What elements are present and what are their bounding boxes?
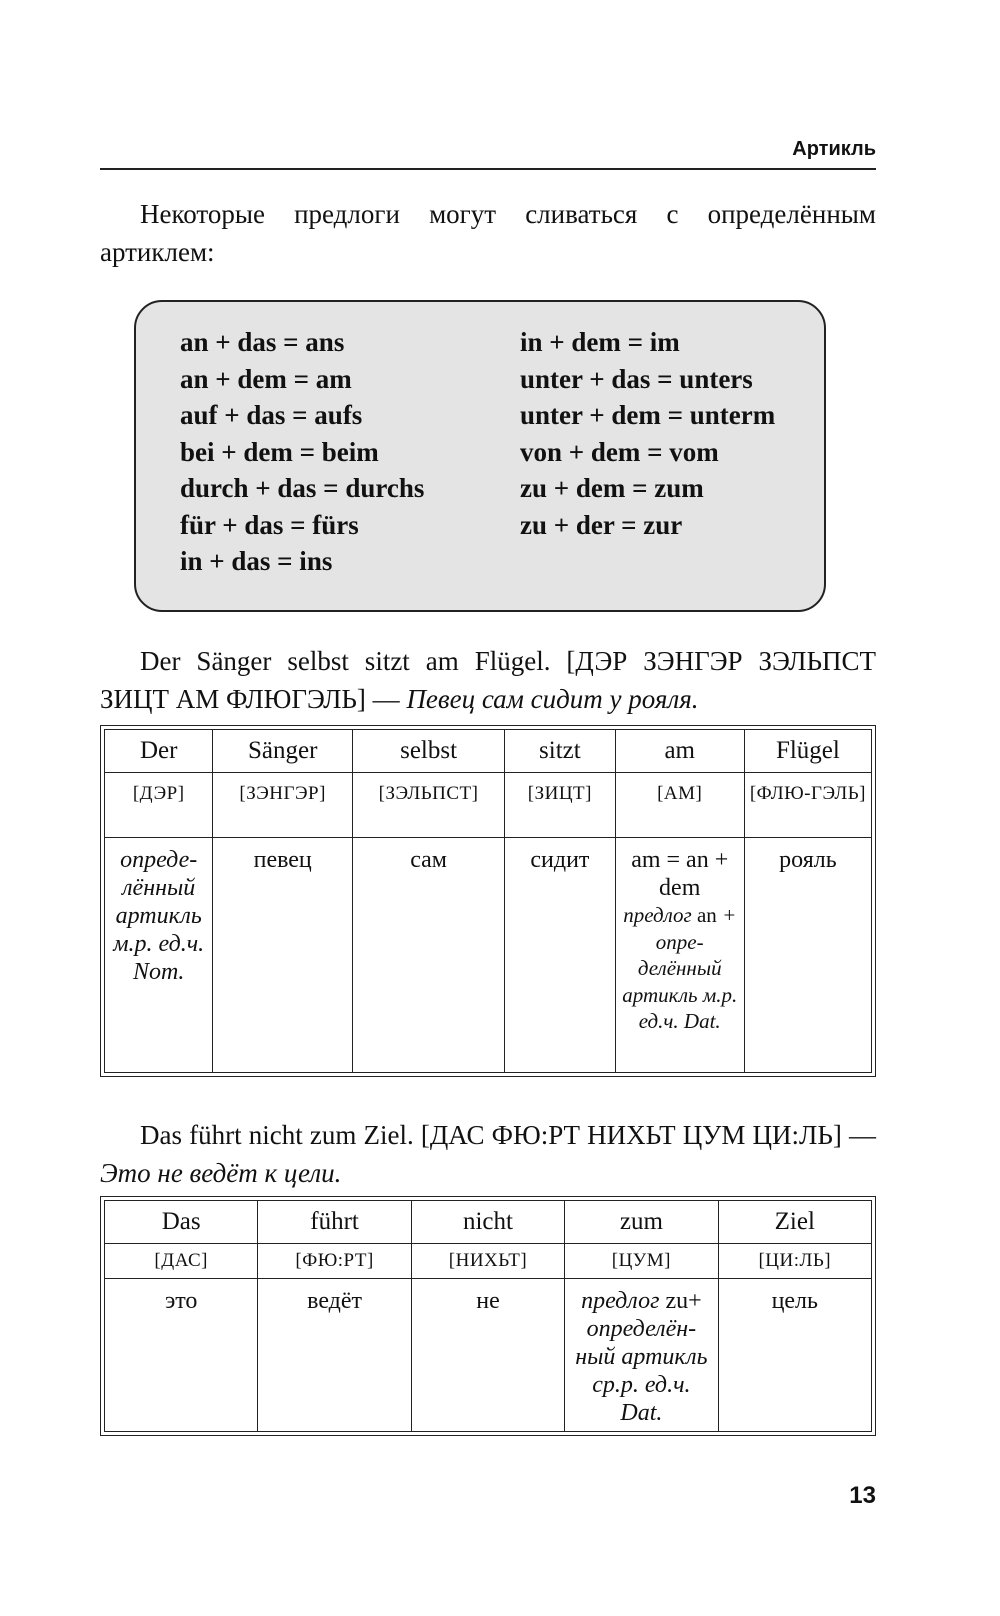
table-row bbox=[105, 838, 872, 1073]
example-1-table bbox=[100, 725, 876, 1077]
transcription-cell: [ФЛЮ-ГЭЛЬ] bbox=[744, 773, 871, 838]
word-cell: Sänger bbox=[213, 730, 353, 773]
rule-item: in + das = ins bbox=[180, 546, 333, 576]
intro-paragraph bbox=[100, 195, 876, 271]
example-1-translation: Певец сам сидит у рояля. bbox=[406, 684, 699, 714]
rule-item: in + dem = im bbox=[520, 327, 680, 357]
meaning-cell: певец bbox=[213, 838, 353, 1073]
rule-item: zu + dem = zum bbox=[520, 473, 704, 503]
running-header bbox=[100, 132, 876, 170]
meaning-cell: предлог zu+ определён-ный артикль ср.р. ед.ч. Dat. bbox=[565, 1279, 718, 1432]
meaning-cell: рояль bbox=[744, 838, 871, 1073]
rule-item: bei + dem = beim bbox=[180, 436, 379, 467]
am-formula: am = an + dem bbox=[631, 847, 729, 901]
table-row bbox=[105, 1279, 872, 1432]
meaning-cell: сам bbox=[353, 838, 505, 1073]
word-cell: nicht bbox=[411, 1201, 564, 1244]
table-row bbox=[105, 1244, 872, 1279]
transcription-cell: [ЗЭЛЬПСТ] bbox=[353, 773, 505, 838]
rules-right-column bbox=[520, 324, 775, 543]
table-row bbox=[105, 773, 872, 838]
contraction-rules-box bbox=[134, 300, 826, 612]
table-row bbox=[105, 1201, 872, 1244]
rule-item: auf + das = aufs bbox=[180, 400, 363, 430]
rule-item: von + dem = vom bbox=[520, 436, 719, 467]
example-2-translation: Это не ведёт к цели. bbox=[100, 1158, 342, 1188]
example-1-paragraph bbox=[100, 642, 876, 718]
intro-text: Некоторые предлоги могут сливаться с определённым артиклем: bbox=[100, 199, 876, 267]
transcription-cell: [ДАС] bbox=[105, 1244, 258, 1279]
page-number: 13 bbox=[849, 1482, 876, 1509]
meaning-cell: не bbox=[411, 1279, 564, 1432]
example-1-sentence: Der Sänger selbst sitzt am Flügel. [ДЭР ЗЭНГЭР ЗЭЛЬПСТ ЗИЦТ АМ ФЛЮГЭЛЬ] — bbox=[100, 646, 876, 714]
chapter-title: Артикль bbox=[792, 138, 876, 160]
transcription-cell: [ФЮ:РТ] bbox=[258, 1244, 411, 1279]
rule-item: unter + das = unters bbox=[520, 363, 753, 394]
transcription-cell: [АМ] bbox=[615, 773, 744, 838]
word-cell: führt bbox=[258, 1201, 411, 1244]
rules-left-column bbox=[180, 324, 424, 580]
word-cell: Ziel bbox=[718, 1201, 871, 1244]
word-cell: zum bbox=[565, 1201, 718, 1244]
word-cell: am bbox=[615, 730, 744, 773]
word-cell: Der bbox=[105, 730, 213, 773]
meaning-cell: сидит bbox=[505, 838, 615, 1073]
example-2-table bbox=[100, 1196, 876, 1436]
transcription-cell: [ЗИЦТ] bbox=[505, 773, 615, 838]
transcription-cell: [ЗЭНГЭР] bbox=[213, 773, 353, 838]
transcription-cell: [ЦИ:ЛЬ] bbox=[718, 1244, 871, 1279]
example-2-paragraph bbox=[100, 1116, 876, 1192]
meaning-cell: это bbox=[105, 1279, 258, 1432]
table-row bbox=[105, 730, 872, 773]
rule-item: unter + dem = unterm bbox=[520, 400, 776, 430]
word-cell: sitzt bbox=[505, 730, 615, 773]
rule-item: durch + das = durchs bbox=[180, 473, 425, 503]
transcription-cell: [НИХЬТ] bbox=[411, 1244, 564, 1279]
rule-item: zu + der = zur bbox=[520, 509, 683, 540]
meaning-cell: опреде-лённый артикль м.р. ед.ч. Nom. bbox=[105, 838, 213, 1073]
rule-item: an + dem = am bbox=[180, 363, 352, 394]
rule-item: für + das = fürs bbox=[180, 509, 359, 540]
transcription-cell: [ЦУМ] bbox=[565, 1244, 718, 1279]
example-2-sentence: Das führt nicht zum Ziel. [ДАС ФЮ:РТ НИХЬТ ЦУМ ЦИ:ЛЬ] — bbox=[140, 1120, 876, 1150]
transcription-cell: [ДЭР] bbox=[105, 773, 213, 838]
meaning-cell bbox=[615, 838, 744, 1073]
word-cell: Flügel bbox=[744, 730, 871, 773]
meaning-cell: ведёт bbox=[258, 1279, 411, 1432]
rule-item: an + das = ans bbox=[180, 327, 345, 357]
word-cell: selbst bbox=[353, 730, 505, 773]
word-cell: Das bbox=[105, 1201, 258, 1244]
am-note: предлог an + опре-делённый артикль м.р. ед.ч. Dat. bbox=[622, 903, 738, 1033]
meaning-cell: цель bbox=[718, 1279, 871, 1432]
